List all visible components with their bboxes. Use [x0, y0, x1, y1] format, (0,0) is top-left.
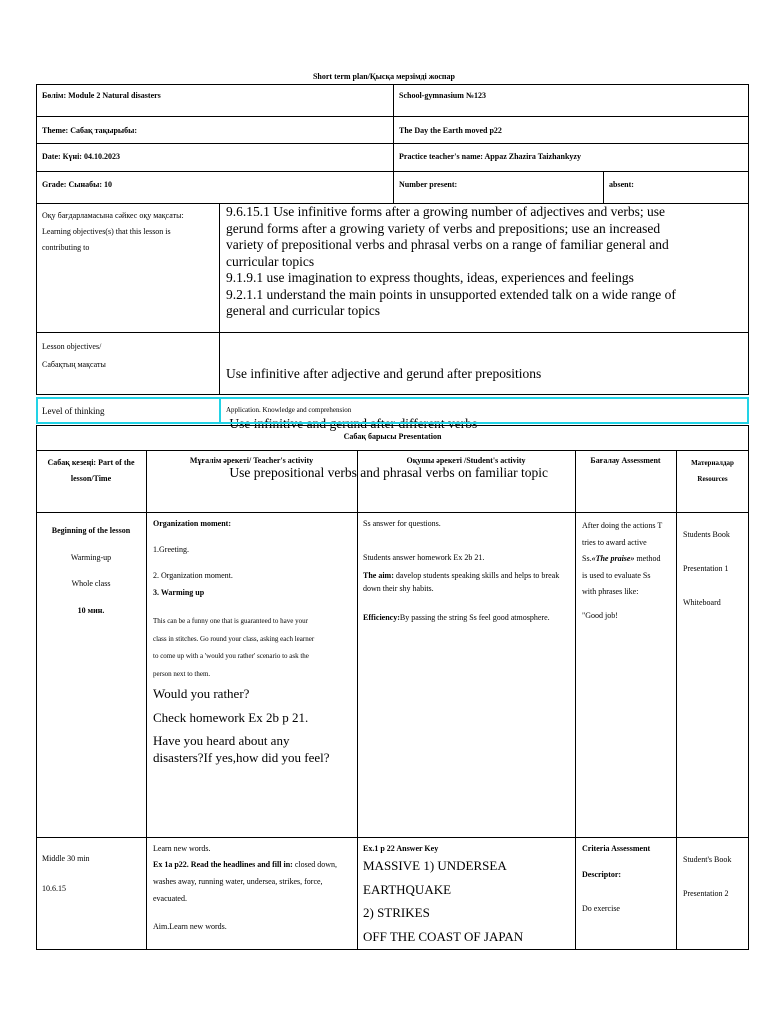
col-divider: [676, 450, 677, 950]
lesson-table-header-divider: [36, 512, 749, 513]
level-of-thinking-box: [36, 397, 749, 424]
row1-student-2: Students answer homework Ex 2b 21.: [363, 553, 485, 562]
row1-question-1: Would you rather?: [153, 686, 250, 701]
row2-criteria: Criteria Assessment: [582, 844, 651, 853]
col-divider: [575, 450, 576, 950]
row1-question-2: Check homework Ex 2b p 21.: [153, 710, 309, 725]
column-header-resources: Материалдар Resources: [691, 459, 734, 483]
row2-learn: Learn new words.: [153, 844, 211, 853]
row1-part: Beginning of the lesson Warming-up Whole class 10 мин.: [51, 526, 131, 615]
row2-answer-lines: MASSIVE 1) UNDERSEA EARTHQUAKE 2) STRIKES OFF THE COAST OF JAPAN: [363, 858, 524, 944]
level-of-thinking-divider: [219, 397, 221, 424]
theme-value: The Day the Earth moved p22: [399, 126, 502, 135]
row1-question-3: Have you heard about any disasters?If yes,how did you feel?: [153, 733, 330, 765]
lesson-table-row-divider: [36, 837, 749, 838]
row2-answer-key: Ex.1 p 22 Answer Key: [363, 844, 439, 853]
presentation-header: Сабақ барысы Presentation: [343, 432, 442, 441]
row1-org: 2. Organization moment.: [153, 571, 233, 580]
date-label: Date: Күні: 04.10.2023: [42, 152, 120, 161]
row2-do-exercise: Do exercise: [582, 904, 620, 913]
row1-resources: Students Book Presentation 1 Whiteboard: [683, 530, 730, 607]
column-header-student: Оқушы әрекеті /Student's activity: [406, 456, 526, 465]
learning-objectives-label: Оқу бағдарламасына сәйкес оқу мақсаты: Learning objectives(s) that this lesson is contributing to: [42, 211, 184, 252]
lesson-objectives-content: Use infinitive after adjective and gerund after prepositions Use infinitive and gerund after different verbs Use prepositional verbs and phrasal verbs on familiar topic: [226, 366, 549, 480]
lesson-objectives-divider: [219, 332, 220, 395]
column-header-assessment: Бағалау Assessment: [590, 456, 661, 465]
section-label: Бөлім: Module 2 Natural disasters: [42, 91, 161, 100]
row1-student-1: Ss answer for questions.: [363, 519, 441, 528]
page-title: Short term plan/Қысқа мерзімді жоспар: [312, 72, 455, 81]
row1-good-job: "Good job!: [582, 611, 618, 620]
teacher-name: Practice teacher's name: Appaz Zhazira Taizhankyzy: [399, 152, 581, 161]
absent-label: absent:: [609, 180, 634, 189]
level-of-thinking-label: Level of thinking: [42, 406, 105, 416]
info-col-divider: [603, 171, 604, 204]
level-of-thinking-value: Application. Knowledge and comprehension: [226, 406, 352, 414]
row2-aim: Aim.Learn new words.: [153, 922, 227, 931]
row2-descriptor: Descriptor:: [582, 870, 622, 879]
theme-label: Theme: Сабақ тақырыбы:: [42, 126, 138, 135]
row1-org-title: Organization moment:: [153, 519, 231, 528]
column-header-part: Сабақ кезеңі: Part of the lesson/Time: [47, 458, 135, 483]
row1-desc: This can be a funny one that is guaranteed to have your class in stitches. Go round your class, asking each learner to come up with a 'would you rather' scenario to ask the person next to them.: [153, 617, 315, 678]
col-divider: [357, 450, 358, 950]
number-present-label: Number present:: [399, 180, 458, 189]
column-header-teacher: Мұғалім әрекеті/ Teacher's activity: [189, 456, 314, 465]
info-col-divider: [393, 84, 394, 204]
col-divider: [146, 450, 147, 950]
row1-student-efficiency: Efficiency:By passing the string Ss feel good atmosphere.: [363, 613, 550, 622]
school-label: School-gymnasium №123: [399, 91, 486, 100]
row2-exercise: Ex 1a p22. Read the headlines and fill in: closed down, washes away, running water, undersea, strikes, force, evacuated.: [153, 860, 338, 903]
learning-objectives-content: 9.6.15.1 Use infinitive forms after a growing number of adjectives and verbs; use gerund forms after a growing variety of verbs and prepositions; use an increased variety of prepositional verbs and phrasal verbs on a range of familiar general and curricular topics 9.1.9.1 use imagination to express thoughts, ideas, experiences and feelings 9.2.1.1 understand the main points in unsupported extended talk on a wide range of general and curricular topics: [226, 204, 676, 318]
grade-label: Grade: Сынабы: 10: [42, 180, 112, 189]
row2-part: Middle 30 min 10.6.15: [42, 854, 90, 893]
learning-objectives-divider: [219, 203, 220, 333]
lesson-objectives-label: Lesson objectives/ Сабақтың мақсаты: [42, 342, 106, 369]
row2-resources: Student's Book Presentation 2: [683, 855, 732, 898]
row1-warming: 3. Warming up: [153, 588, 205, 597]
row1-greeting: 1.Greeting.: [153, 545, 189, 554]
row1-assessment: After doing the actions T tries to award active Ss.«The praise» method is used to evaluate Ss with phrases like:: [582, 521, 663, 596]
row1-student-aim: The aim: davelop students speaking skills and helps to break down their shy habits.: [363, 571, 560, 593]
